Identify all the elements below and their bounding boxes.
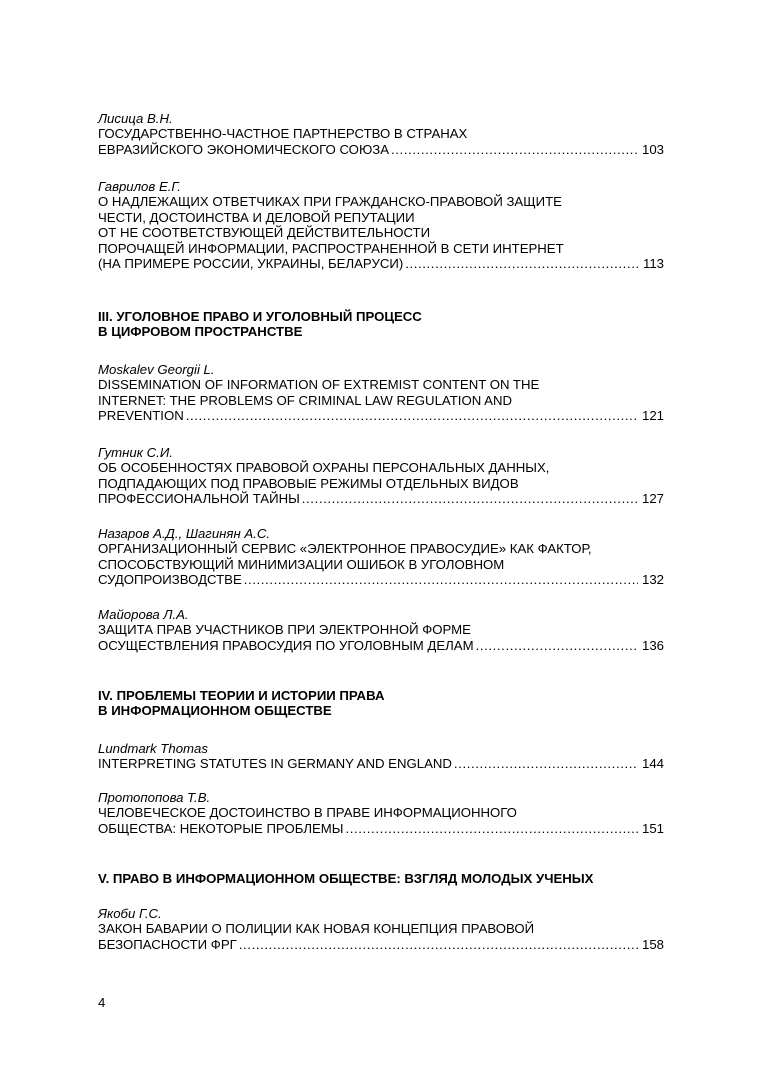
toc-entry[interactable] — [98, 362, 664, 424]
toc-entry[interactable] — [98, 741, 664, 772]
entry-title-line: ОБ ОСОБЕННОСТЯХ ПРАВОВОЙ ОХРАНЫ ПЕРСОНАЛЬНЫХ ДАННЫХ, — [98, 460, 550, 476]
section-heading-line: В ИНФОРМАЦИОННОМ ОБЩЕСТВЕ — [98, 703, 332, 719]
section-heading-line: IV. ПРОБЛЕМЫ ТЕОРИИ И ИСТОРИИ ПРАВА — [98, 688, 385, 703]
entry-last-line — [98, 937, 664, 952]
entry-title-line: ПОДПАДАЮЩИХ ПОД ПРАВОВЫЕ РЕЖИМЫ ОТДЕЛЬНЫХ ВИДОВ — [98, 475, 519, 491]
entry-author: Lundmark Thomas — [98, 741, 208, 756]
entry-last-line — [98, 572, 664, 587]
dot-leader — [391, 142, 638, 157]
entry-title-line: ЧЕСТИ, ДОСТОИНСТВА И ДЕЛОВОЙ РЕПУТАЦИИ — [98, 209, 415, 225]
entry-title-line: ПОРОЧАЩЕЙ ИНФОРМАЦИИ, РАСПРОСТРАНЕННОЙ В СЕТИ ИНТЕРНЕТ — [98, 240, 564, 256]
entry-last-line — [98, 408, 664, 423]
entry-title-line: БЕЗОПАСНОСТИ ФРГ — [98, 936, 237, 952]
entry-author: Гаврилов Е.Г. — [98, 179, 181, 194]
entry-last-line — [98, 491, 664, 506]
entry-last-line — [98, 142, 664, 157]
entry-title-line: ОРГАНИЗАЦИОННЫЙ СЕРВИС «ЭЛЕКТРОННОЕ ПРАВОСУДИЕ» КАК ФАКТОР, — [98, 541, 592, 557]
entry-author: Гутник С.И. — [98, 445, 173, 460]
entry-title-line: ЕВРАЗИЙСКОГО ЭКОНОМИЧЕСКОГО СОЮЗА — [98, 141, 390, 157]
section-heading-line: III. УГОЛОВНОЕ ПРАВО И УГОЛОВНЫЙ ПРОЦЕСС — [98, 309, 422, 324]
entry-last-line — [98, 821, 664, 836]
entry-page-number: 158 — [641, 936, 664, 952]
dot-leader — [345, 821, 638, 836]
entry-last-line — [98, 638, 664, 653]
entry-title-line: (НА ПРИМЕРЕ РОССИИ, УКРАИНЫ, БЕЛАРУСИ) — [98, 256, 404, 272]
entry-title-line: ПРОФЕССИОНАЛЬНОЙ ТАЙНЫ — [98, 491, 300, 507]
section-heading — [98, 309, 664, 340]
dot-leader — [239, 937, 638, 952]
entry-page-number: 144 — [641, 756, 664, 772]
entry-title-line: INTERNET: THE PROBLEMS OF CRIMINAL LAW REGULATION AND — [98, 392, 512, 408]
page-number: 4 — [98, 995, 106, 1010]
entry-title-line: INTERPRETING STATUTES IN GERMANY AND ENGLAND — [98, 756, 452, 772]
dot-leader — [454, 756, 638, 771]
toc-entry[interactable] — [98, 607, 664, 653]
entry-last-line — [98, 756, 664, 771]
entry-author: Якоби Г.С. — [98, 906, 162, 921]
entry-last-line — [98, 256, 664, 271]
entry-author: Протопопова Т.В. — [98, 790, 211, 805]
entry-title-line: СУДОПРОИЗВОДСТВЕ — [98, 572, 242, 588]
entry-title-line: ОСУЩЕСТВЛЕНИЯ ПРАВОСУДИЯ ПО УГОЛОВНЫМ ДЕЛАМ — [98, 637, 474, 653]
section-heading — [98, 688, 664, 719]
entry-author: Назаров А.Д., Шагинян А.С. — [98, 526, 271, 541]
entry-title-line: СПОСОБСТВУЮЩИЙ МИНИМИЗАЦИИ ОШИБОК В УГОЛОВНОМ — [98, 556, 505, 572]
dot-leader — [244, 572, 638, 587]
entry-title-line: ОТ НЕ СООТВЕТСТВУЮЩЕЙ ДЕЙСТВИТЕЛЬНОСТИ — [98, 225, 431, 241]
entry-author: Лисица В.Н. — [98, 111, 173, 126]
entry-author: Майорова Л.А. — [98, 607, 189, 622]
entry-title-line: ГОСУДАРСТВЕННО-ЧАСТНОЕ ПАРТНЕРСТВО В СТРАНАХ — [98, 126, 468, 142]
toc-entry[interactable] — [98, 111, 664, 157]
section-heading-line: V. ПРАВО В ИНФОРМАЦИОННОМ ОБЩЕСТВЕ: ВЗГЛЯД МОЛОДЫХ УЧЕНЫХ — [98, 871, 594, 886]
section-heading — [98, 871, 664, 886]
toc-entry[interactable] — [98, 906, 664, 952]
entry-title-line: ЧЕЛОВЕЧЕСКОЕ ДОСТОИНСТВО В ПРАВЕ ИНФОРМАЦИОННОГО — [98, 805, 517, 821]
dot-leader — [302, 491, 638, 506]
dot-leader — [476, 638, 638, 653]
entry-page-number: 132 — [641, 572, 664, 588]
toc-entry[interactable] — [98, 445, 664, 507]
toc-entry[interactable] — [98, 790, 664, 836]
entry-page-number: 113 — [642, 256, 664, 272]
entry-page-number: 127 — [641, 491, 664, 507]
entry-title-line: ЗАЩИТА ПРАВ УЧАСТНИКОВ ПРИ ЭЛЕКТРОННОЙ ФОРМЕ — [98, 622, 471, 638]
entry-title-line: DISSEMINATION OF INFORMATION OF EXTREMIST CONTENT ON THE — [98, 377, 540, 393]
entry-page-number: 151 — [641, 820, 664, 836]
toc-entry[interactable] — [98, 179, 664, 271]
entry-title-line: ОБЩЕСТВА: НЕКОТОРЫЕ ПРОБЛЕМЫ — [98, 820, 344, 836]
entry-title-line: ЗАКОН БАВАРИИ О ПОЛИЦИИ КАК НОВАЯ КОНЦЕПЦИЯ ПРАВОВОЙ — [98, 921, 535, 937]
entry-page-number: 103 — [641, 141, 664, 157]
toc-entry[interactable] — [98, 526, 664, 588]
dot-leader — [186, 408, 638, 423]
entry-author: Moskalev Georgii L. — [98, 362, 215, 377]
entry-page-number: 136 — [641, 637, 664, 653]
section-heading-line: В ЦИФРОВОМ ПРОСТРАНСТВЕ — [98, 324, 303, 340]
entry-page-number: 121 — [641, 408, 664, 424]
entry-title-line: PREVENTION — [98, 408, 184, 424]
entry-title-line: О НАДЛЕЖАЩИХ ОТВЕТЧИКАХ ПРИ ГРАЖДАНСКО-ПРАВОВОЙ ЗАЩИТЕ — [98, 194, 562, 210]
dot-leader — [405, 256, 639, 271]
